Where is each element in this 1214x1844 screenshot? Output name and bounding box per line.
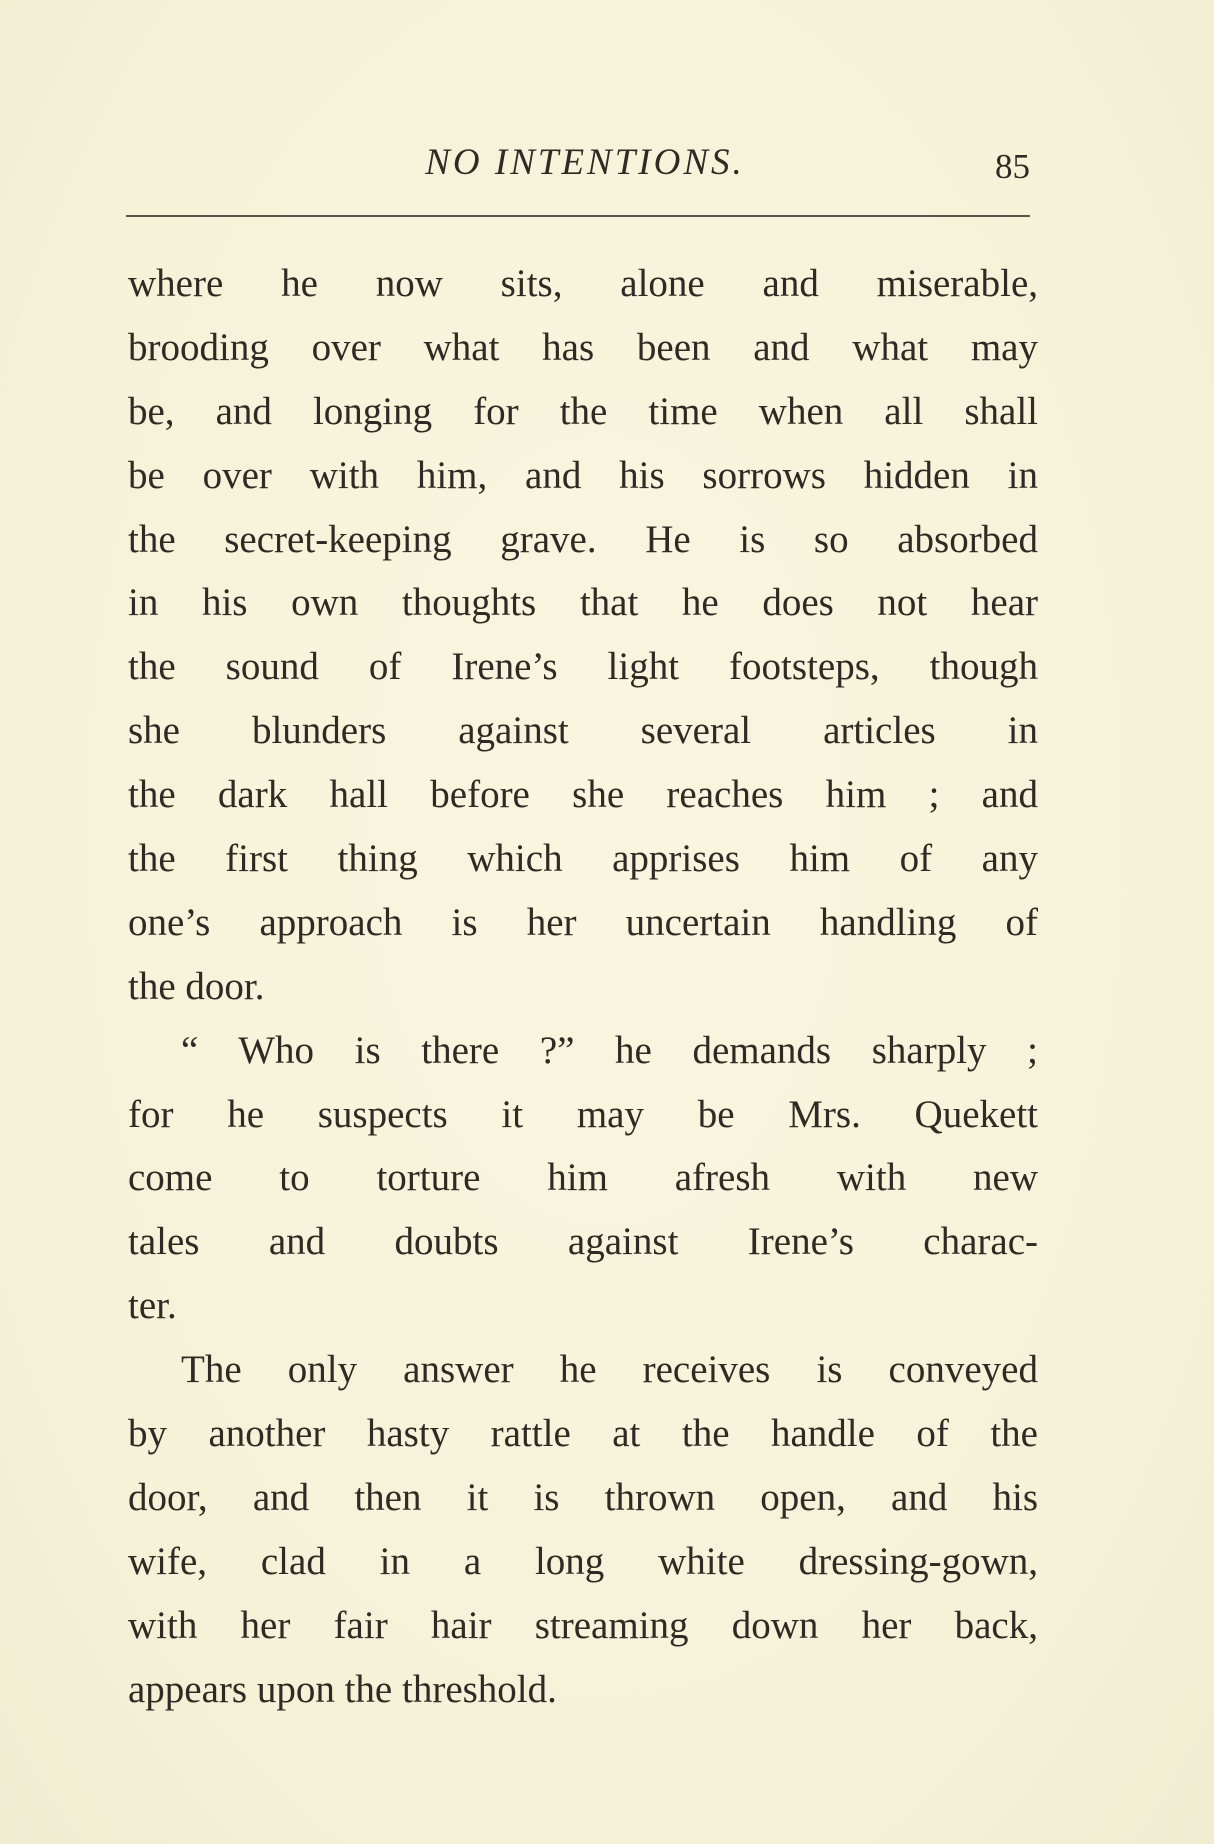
text-line: appears upon the threshold. bbox=[128, 1667, 557, 1711]
text-line: with her fair hair streaming down her back, bbox=[128, 1603, 1038, 1647]
header-rule bbox=[126, 215, 1030, 217]
text-line: wife, clad in a long white dressing-gown, bbox=[128, 1539, 1038, 1583]
text-line: come to torture him afresh with new bbox=[128, 1156, 1038, 1200]
text-line: one’s approach is her uncertain handling of bbox=[128, 900, 1038, 944]
text-line: The only answer he receives is conveyed bbox=[181, 1348, 1038, 1392]
text-line: she blunders against several articles in bbox=[128, 709, 1038, 753]
text-line: the sound of Irene’s light footsteps, though bbox=[128, 645, 1038, 689]
running-title: NO INTENTIONS. bbox=[425, 142, 745, 183]
text-line: be over with him, and his sorrows hidden in bbox=[128, 453, 1038, 497]
text-line: brooding over what has been and what may bbox=[128, 325, 1038, 369]
text-line: in his own thoughts that he does not hear bbox=[128, 581, 1038, 625]
text-line: by another hasty rattle at the handle of the bbox=[128, 1412, 1038, 1456]
text-line: the door. bbox=[128, 964, 265, 1008]
text-line: tales and doubts against Irene’s charac- bbox=[128, 1220, 1038, 1264]
body-text bbox=[128, 252, 1038, 1721]
text-line: the secret-keeping grave. He is so absorbed bbox=[128, 517, 1038, 561]
page-number: 85 bbox=[995, 147, 1030, 186]
text-line: be, and longing for the time when all shall bbox=[128, 389, 1038, 433]
text-line: where he now sits, alone and miserable, bbox=[128, 262, 1038, 305]
text-line: door, and then it is thrown open, and his bbox=[128, 1475, 1038, 1519]
text-line: ter. bbox=[128, 1284, 177, 1328]
running-head bbox=[128, 138, 1042, 188]
text-line: the dark hall before she reaches him ; and bbox=[128, 773, 1038, 817]
text-line: “ Who is there ?” he demands sharply ; bbox=[181, 1028, 1038, 1072]
text-line: for he suspects it may be Mrs. Quekett bbox=[128, 1092, 1038, 1136]
text-line: the first thing which apprises him of any bbox=[128, 837, 1038, 881]
